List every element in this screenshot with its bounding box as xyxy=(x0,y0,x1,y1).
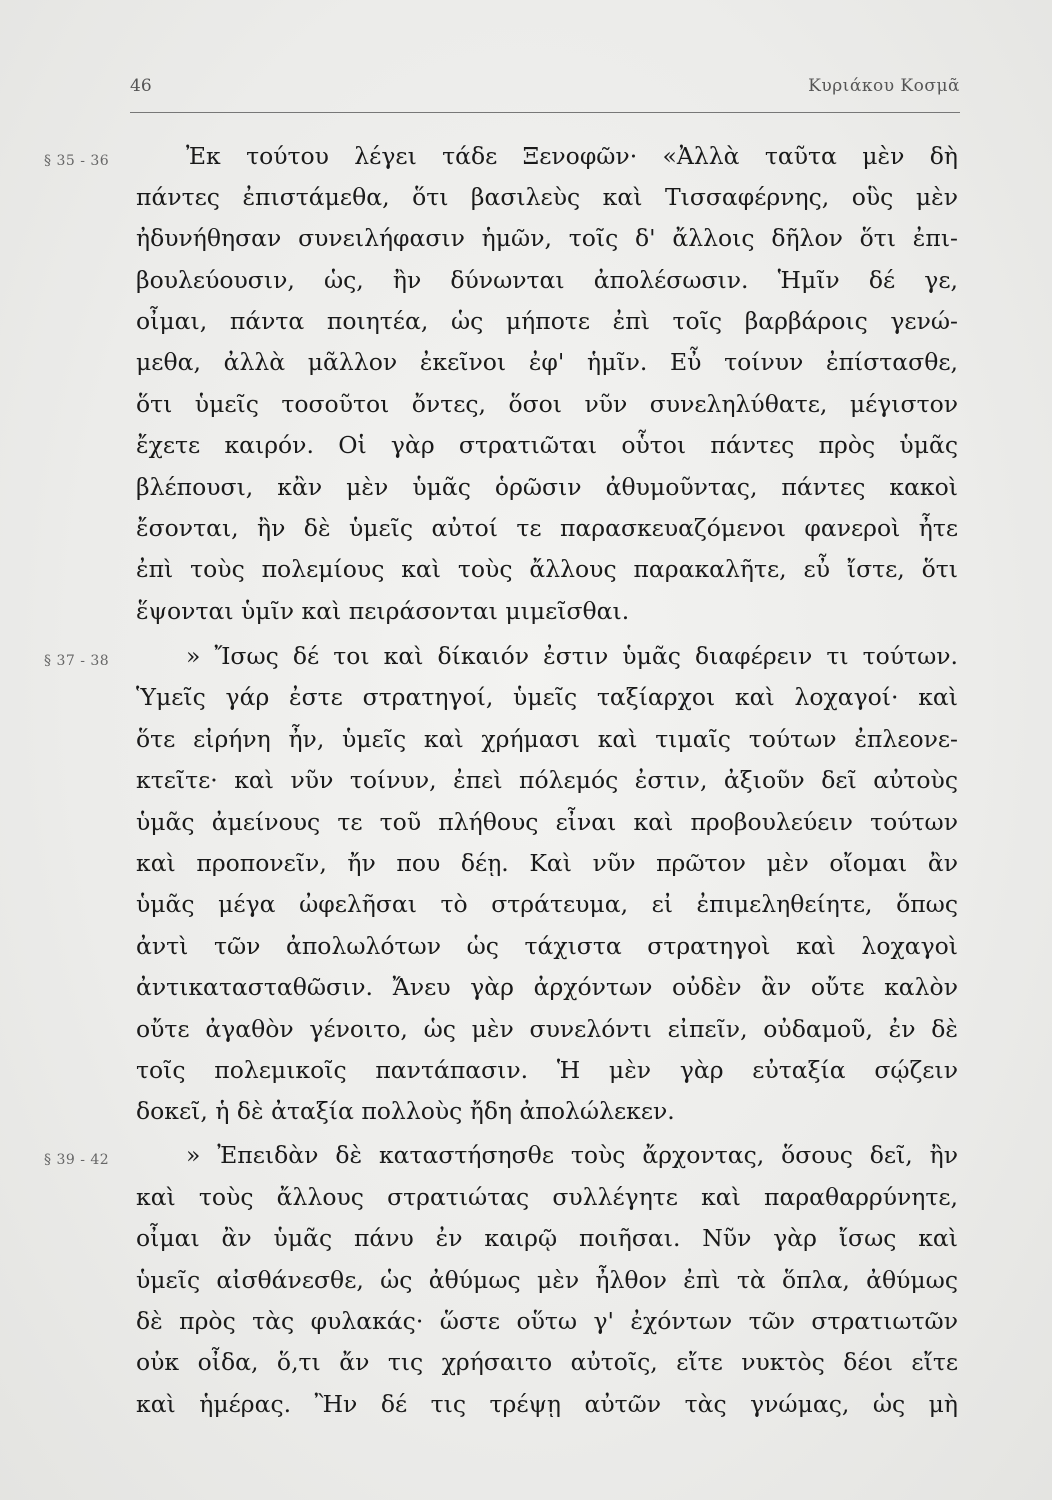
text-line: ἕψονται ὑμῖν καὶ πειράσονται μιμεῖσθαι. xyxy=(136,597,630,625)
text-line: ὑμεῖς αἰσθάνεσθε, ὡς ἀθύμως μὲν ἦλθον ἐπὶ τὰ ὅπλα, ἀθύμως xyxy=(136,1266,958,1294)
text-line: ἠδυνήθησαν συνειλήφασιν ἡμῶν, τοῖς δ' ἄλλοις δῆλον ὅτι ἐπι- xyxy=(136,224,958,252)
text-line: ὅτι ὑμεῖς τοσοῦτοι ὄντες, ὅσοι νῦν συνεληλύθατε, μέγιστον xyxy=(136,390,958,418)
text-line: Ὑμεῖς γάρ ἐστε στρατηγοί, ὑμεῖς ταξίαρχοι καὶ λοχαγοί· καὶ xyxy=(136,683,958,711)
text-line: βουλεύουσιν, ὡς, ἢν δύνωνται ἀπολέσωσιν. Ἡμῖν δέ γε, xyxy=(136,266,958,294)
page-header xyxy=(130,72,960,106)
text-line: οἶμαι, πάντα ποιητέα, ὡς μήποτε ἐπὶ τοῖς βαρβάροις γενώ- xyxy=(136,307,958,335)
text-line: οἶμαι ἂν ὑμᾶς πάνυ ἐν καιρῷ ποιῆσαι. Νῦν γὰρ ἴσως καὶ xyxy=(136,1224,958,1252)
text-line: καὶ ἡμέρας. Ἢν δέ τις τρέψῃ αὐτῶν τὰς γνώμας, ὡς μὴ xyxy=(136,1390,958,1418)
text-line: » Ἐπειδὰν δὲ καταστήσησθε τοὺς ἄρχοντας, ὅσους δεῖ, ἢν xyxy=(186,1141,958,1169)
text-line: κτεῖτε· καὶ νῦν τοίνυν, ἐπεὶ πόλεμός ἐστιν, ἀξιοῦν δεῖ αὐτοὺς xyxy=(136,766,958,794)
text-line: οὐκ οἶδα, ὅ,τι ἄν τις χρήσαιτο αὐτοῖς, εἴτε νυκτὸς δέοι εἴτε xyxy=(136,1348,958,1376)
text-line: οὔτε ἀγαθὸν γένοιτο, ὡς μὲν συνελόντι εἰπεῖν, οὐδαμοῦ, ἐν δὲ xyxy=(136,1015,958,1043)
text-line: Ἐκ τούτου λέγει τάδε Ξενοφῶν· «Ἀλλὰ ταῦτα μὲν δὴ xyxy=(186,142,958,170)
text-line: ἀντικατασταθῶσιν. Ἄνευ γὰρ ἀρχόντων οὐδὲν ἂν οὔτε καλὸν xyxy=(136,973,958,1001)
text-line: » Ἴσως δέ τοι καὶ δίκαιόν ἐστιν ὑμᾶς διαφέρειν τι τούτων. xyxy=(186,642,958,670)
text-line: δοκεῖ, ἡ δὲ ἀταξία πολλοὺς ἤδη ἀπολώλεκεν. xyxy=(136,1097,675,1125)
text-line: ὑμᾶς ἀμείνους τε τοῦ πλήθους εἶναι καὶ προβουλεύειν τούτων xyxy=(136,808,958,836)
section-reference: § 39 - 42 xyxy=(44,1152,110,1168)
text-line: τοῖς πολεμικοῖς παντάπασιν. Ἡ μὲν γὰρ εὐταξία σῴζειν xyxy=(136,1056,958,1084)
header-rule xyxy=(130,112,960,113)
text-line: ὑμᾶς μέγα ὠφελῆσαι τὸ στράτευμα, εἰ ἐπιμεληθείητε, ὅπως xyxy=(136,890,958,918)
text-line: ὅτε εἰρήνη ἦν, ὑμεῖς καὶ χρήμασι καὶ τιμαῖς τούτων ἐπλεονε- xyxy=(136,725,958,753)
text-line: δὲ πρὸς τὰς φυλακάς· ὥστε οὕτω γ' ἐχόντων τῶν στρατιωτῶν xyxy=(136,1307,958,1335)
text-line: ἔσονται, ἢν δὲ ὑμεῖς αὐτοί τε παρασκευαζόμενοι φανεροὶ ἦτε xyxy=(136,514,958,542)
text-line: πάντες ἐπιστάμεθα, ὅτι βασιλεὺς καὶ Τισσαφέρνης, οὓς μὲν xyxy=(136,183,958,211)
text-line: ἐπὶ τοὺς πολεμίους καὶ τοὺς ἄλλους παρακαλῆτε, εὖ ἴστε, ὅτι xyxy=(136,555,958,583)
section-reference: § 37 - 38 xyxy=(44,653,110,669)
section-reference: § 35 - 36 xyxy=(44,153,110,169)
running-head: Κυριάκου Κοσμᾶ xyxy=(808,76,960,96)
text-line: ἔχετε καιρόν. Οἱ γὰρ στρατιῶται οὗτοι πάντες πρὸς ὑμᾶς xyxy=(136,431,958,459)
text-line: μεθα, ἀλλὰ μᾶλλον ἐκεῖνοι ἐφ' ἡμῖν. Εὖ τοίνυν ἐπίστασθε, xyxy=(136,348,958,376)
text-line: ἀντὶ τῶν ἀπολωλότων ὡς τάχιστα στρατηγοὶ καὶ λοχαγοὶ xyxy=(136,932,958,960)
page-number: 46 xyxy=(130,76,152,96)
text-line: καὶ προπονεῖν, ἤν που δέῃ. Καὶ νῦν πρῶτον μὲν οἴομαι ἂν xyxy=(136,849,958,877)
text-line: καὶ τοὺς ἄλλους στρατιώτας συλλέγητε καὶ παραθαρρύνητε, xyxy=(136,1183,958,1211)
text-line: βλέπουσι, κἂν μὲν ὑμᾶς ὁρῶσιν ἀθυμοῦντας, πάντες κακοὶ xyxy=(136,473,958,501)
